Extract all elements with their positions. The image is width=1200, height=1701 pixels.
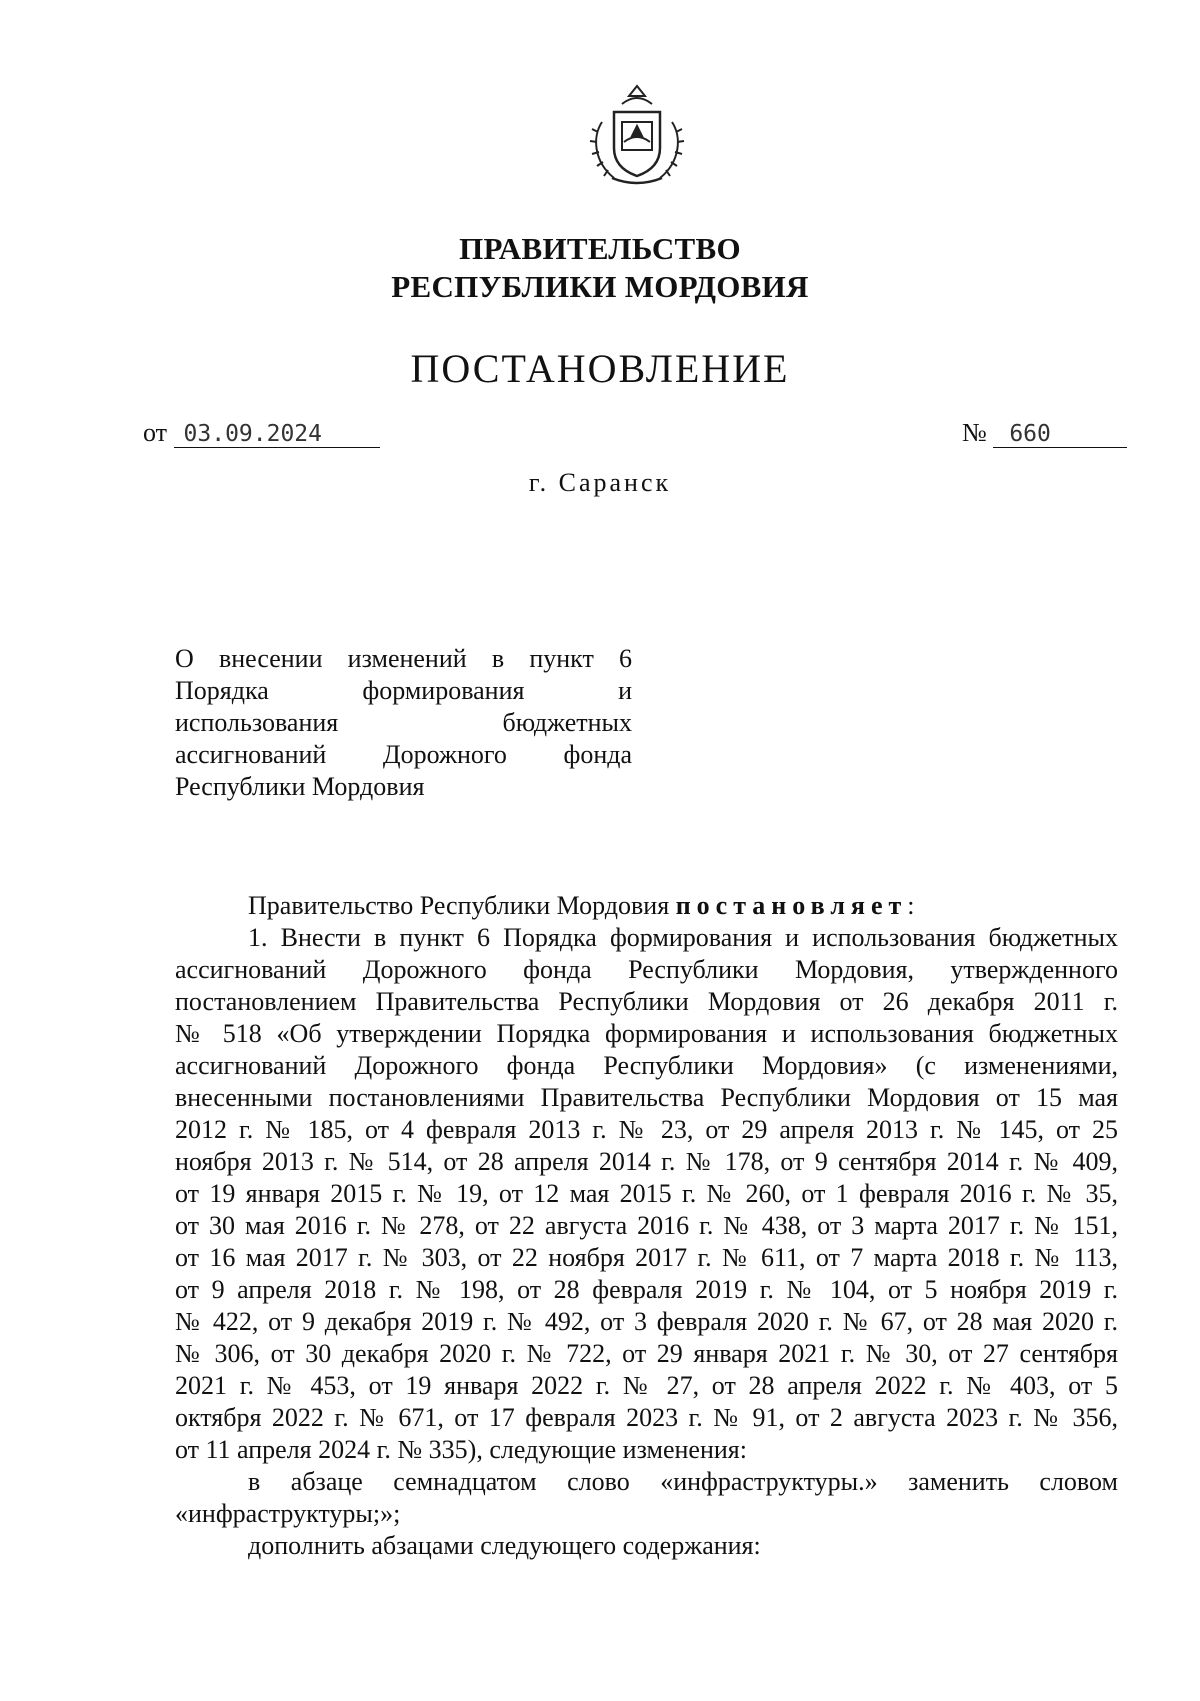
date-field [143, 418, 380, 448]
preamble [175, 890, 1118, 922]
body-line: октября 2022 г. № 671, от 17 февраля 2023 г. № 91, от 2 августа 2023 г. № 356, [175, 1403, 1118, 1432]
body-line: 1. Внести в пункт 6 Порядка формирования и использования бюджетных [248, 923, 1118, 952]
body-line: от 9 апреля 2018 г. № 198, от 28 февраля 2019 г. № 104, от 5 ноября 2019 г. [175, 1275, 1118, 1304]
decree-body [175, 890, 1118, 1562]
date-value: 03.09.2024 [174, 421, 380, 448]
body-line: дополнить абзацами следующего содержания: [248, 1531, 761, 1560]
body-line: в абзаце семнадцатом слово «инфраструктуры.» заменить словом [248, 1467, 1118, 1496]
body-line: 2012 г. № 185, от 4 февраля 2013 г. № 23, от 29 апреля 2013 г. № 145, от 25 [175, 1115, 1118, 1144]
date-prefix: от [143, 418, 168, 447]
body-line: постановлением Правительства Республики Мордовия от 26 декабря 2011 г. [175, 987, 1118, 1016]
authority-line-2: РЕСПУБЛИКИ МОРДОВИЯ [391, 269, 809, 304]
body-line: от 19 января 2015 г. № 19, от 12 мая 2015 г. № 260, от 1 февраля 2016 г. № 35, [175, 1179, 1118, 1208]
preamble-text: Правительство Республики Мордовия [248, 891, 676, 920]
body-line: «инфраструктуры;»; [175, 1499, 401, 1528]
body-line: 2021 г. № 453, от 19 января 2022 г. № 27, от 28 апреля 2022 г. № 403, от 5 [175, 1371, 1118, 1400]
coat-of-arms-of-mordovia-icon [584, 82, 690, 190]
city: г. Саранск [528, 468, 672, 497]
subject-line: использования бюджетных [175, 708, 632, 737]
issuing-authority [0, 230, 1200, 306]
body-line: ассигнований Дорожного фонда Республики Мордовия» (с изменениями, [175, 1051, 1118, 1080]
body-line: ноября 2013 г. № 514, от 28 апреля 2014 г. № 178, от 9 сентября 2014 г. № 409, [175, 1147, 1118, 1176]
number-prefix: № [962, 418, 987, 447]
authority-line-1: ПРАВИТЕЛЬСТВО [459, 231, 741, 266]
body-line: внесенными постановлениями Правительства Республики Мордовия от 15 мая [175, 1083, 1118, 1112]
number-field [962, 418, 1127, 448]
number-value: 660 [993, 421, 1127, 448]
subject-heading [175, 643, 632, 803]
body-line: от 16 мая 2017 г. № 303, от 22 ноября 2017 г. № 611, от 7 марта 2018 г. № 113, [175, 1243, 1118, 1272]
body-line: от 11 апреля 2024 г. № 335), следующие изменения: [175, 1435, 747, 1464]
preamble-end: : [907, 891, 915, 920]
preamble-emphasis: постановляет [675, 891, 908, 920]
subject-line: О внесении изменений в пункт 6 [175, 644, 632, 673]
document-type-title: ПОСТАНОВЛЕНИЕ [410, 346, 790, 391]
body-line: № 422, от 9 декабря 2019 г. № 492, от 3 февраля 2020 г. № 67, от 28 мая 2020 г. [175, 1307, 1118, 1336]
body-line: № 518 «Об утверждении Порядка формирования и использования бюджетных [175, 1019, 1118, 1048]
subject-line: Республики Мордовия [175, 772, 425, 801]
subject-line: ассигнований Дорожного фонда [175, 740, 632, 769]
subject-line: Порядка формирования и [175, 676, 632, 705]
body-line: ассигнований Дорожного фонда Республики Мордовия, утвержденного [175, 955, 1118, 984]
body-line: № 306, от 30 декабря 2020 г. № 722, от 29 января 2021 г. № 30, от 27 сентября [175, 1339, 1118, 1368]
body-line: от 30 мая 2016 г. № 278, от 22 августа 2016 г. № 438, от 3 марта 2017 г. № 151, [175, 1211, 1118, 1240]
